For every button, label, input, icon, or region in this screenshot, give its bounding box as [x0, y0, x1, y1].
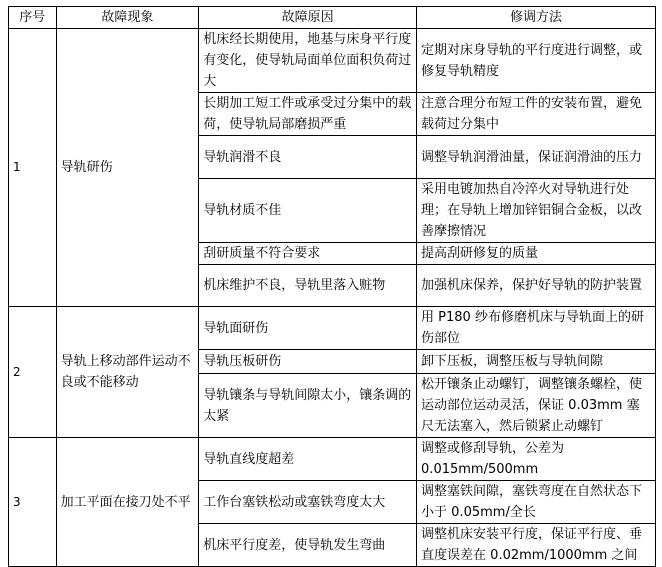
repair-method: 用 P180 纱布修磨机床与导轨面上的研伤部位: [417, 307, 656, 350]
fault-table: [8, 6, 656, 567]
fault-cause: 导轨直线度超差: [199, 438, 417, 481]
repair-method: 松开镶条止动螺钉，调整镶条螺栓，使运动部位运动灵活，保证 0.03mm 塞尺无法塞入，然后锁紧止动螺钉: [417, 374, 656, 438]
fault-cause: 导轨润滑不良: [199, 136, 417, 179]
fault-cause: 机床维护不良，导轨里落入赃物: [199, 265, 417, 307]
row-index: 3: [9, 438, 57, 567]
fault-cause: 工作台塞铁松动或塞铁弯度太大: [199, 481, 417, 524]
repair-method: 调整导轨润滑油量，保证润滑油的压力: [417, 136, 656, 179]
fault-symptom: 导轨研伤: [56, 29, 199, 307]
header-symptom: 故障现象: [56, 7, 199, 29]
fault-cause: 刮研质量不符合要求: [199, 243, 417, 265]
table-row: [9, 438, 656, 481]
repair-method: 卸下压板，调整压板与导轨间隙: [417, 350, 656, 374]
header-fix: 修调方法: [417, 7, 656, 29]
repair-method: 调整机床安装平行度，保证平行度、垂直度误差在 0.02mm/1000mm 之间: [417, 524, 656, 567]
row-index: 2: [9, 307, 57, 438]
fault-cause: 导轨压板研伤: [199, 350, 417, 374]
fault-symptom: 加工平面在接刀处不平: [56, 438, 199, 567]
header-row: [9, 7, 656, 29]
row-index: 1: [9, 29, 57, 307]
fault-cause: 机床经长期使用，地基与床身平行度有变化，使导轨局面单位面积负荷过大: [199, 29, 417, 93]
repair-method: 调整或修刮导轨，公差为 0.015mm/500mm: [417, 438, 656, 481]
fault-cause: 机床平行度差，使导轨发生弯曲: [199, 524, 417, 567]
repair-method: 加强机床保养，保护好导轨的防护装置: [417, 265, 656, 307]
header-index: 序号: [9, 7, 57, 29]
table-row: [9, 29, 656, 93]
repair-method: 调整塞铁间隙，塞铁弯度在自然状态下小于 0.05mm/全长: [417, 481, 656, 524]
fault-cause: 长期加工短工件或承受过分集中的载荷，使导轨局部磨损严重: [199, 93, 417, 136]
repair-method: 提高刮研修复的质量: [417, 243, 656, 265]
repair-method: 注意合理分布短工件的安装布置，避免载荷过分集中: [417, 93, 656, 136]
repair-method: 定期对床身导轨的平行度进行调整，或修复导轨精度: [417, 29, 656, 93]
fault-cause: 导轨面研伤: [199, 307, 417, 350]
fault-cause: 导轨材质不佳: [199, 179, 417, 243]
table-row: [9, 307, 656, 350]
header-cause: 故障原因: [199, 7, 417, 29]
fault-cause: 导轨镶条与导轨间隙太小，镶条调的太紧: [199, 374, 417, 438]
repair-method: 采用电镀加热自冷淬火对导轨进行处理；在导轨上增加锌铝铜合金板，以改善摩擦情况: [417, 179, 656, 243]
fault-symptom: 导轨上移动部件运动不良或不能移动: [56, 307, 199, 438]
